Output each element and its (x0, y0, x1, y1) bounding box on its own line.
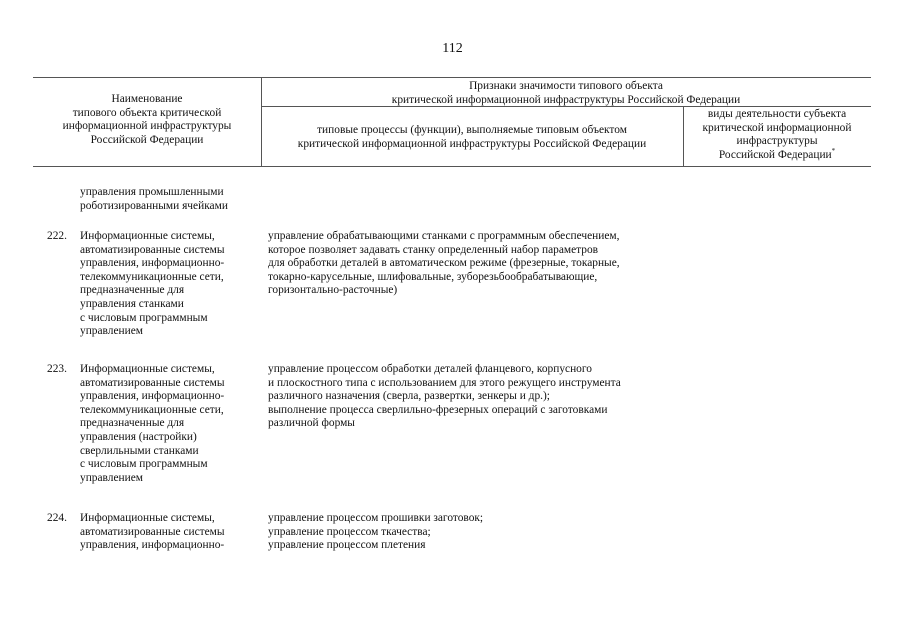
footnote-marker: * (831, 146, 836, 155)
row-processes: управление процессом прошивки заготовок; управление процессом ткачества; управление процессом плетения (268, 512, 484, 552)
header-top-rule (33, 77, 871, 78)
row-processes: управление обрабатывающими станками с программным обеспечением, которое позволяет задавать станку определенный набор параметров для обработки деталей в автоматическом режиме (фрезерные, токарные, токарно-карусельные, шлифовальные, зуборезьбообрабатывающие, горизонтально-расточные) (268, 230, 620, 297)
row-number: 224. (47, 512, 67, 524)
row-name: Информационные системы, автоматизированные системы управления, информационно- телекоммуникационные сети, предназначенные для управления (настройки) сверлильными станками с числовым программным управлением (80, 363, 225, 484)
row-number: 223. (47, 363, 67, 375)
header-col-activities-cell (683, 108, 871, 162)
header-col-processes: типовые процессы (функции), выполняемые типовым объектом критической информационной инфраструктуры Российской Федерации (297, 124, 647, 150)
row-processes: управление процессом обработки деталей фланцевого, корпусного и плоскостного типа с использованием для этого режущего инструмента различного назначения (сверла, развертки, зенкеры и др.); выполнение процесса сверлильно-фрезерных операций с заготовками различной формы (268, 363, 621, 430)
header-bottom-rule (33, 166, 871, 167)
row-number: 222. (47, 230, 67, 242)
row-name: управления промышленными роботизированными ячейками (80, 186, 228, 212)
row-name: Информационные системы, автоматизированные системы управления, информационно- телекоммуникационные сети, предназначенные для управления станками с числовым программным управлением (80, 230, 225, 338)
header-col-activities: виды деятельности субъекта критической информационной инфраструктуры Российской Федерации (702, 108, 852, 161)
page-number: 112 (442, 41, 463, 56)
header-group-title: Признаки значимости типового объекта критической информационной инфраструктуры Российской Федерации (391, 80, 741, 106)
row-name: Информационные системы, автоматизированные системы управления, информационно- (80, 512, 225, 552)
header-col-name: Наименование типового объекта критической информационной инфраструктуры Российской Федерации (62, 93, 232, 146)
